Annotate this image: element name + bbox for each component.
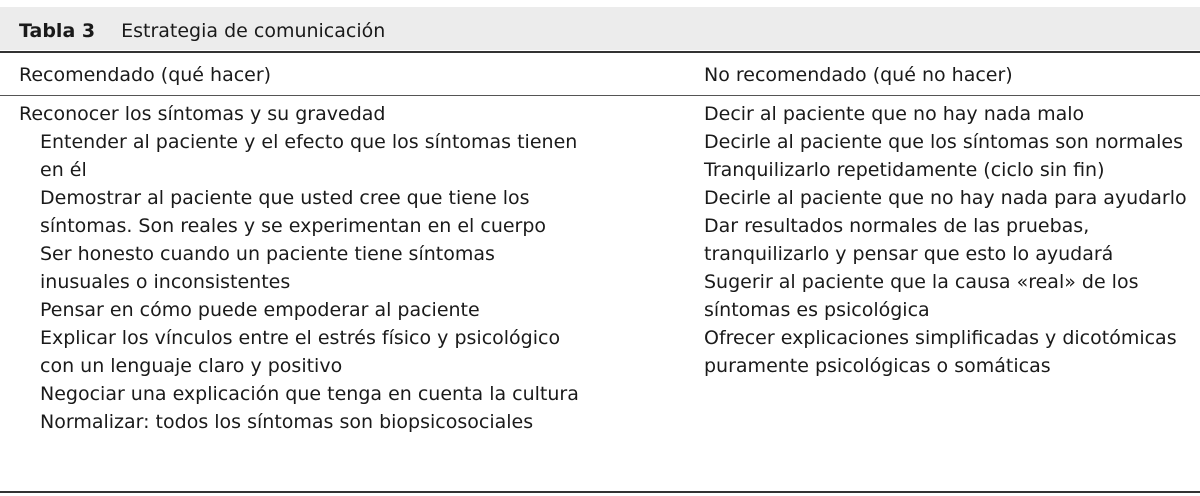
recommended-list <box>19 100 579 436</box>
recommended-item: Pensar en cómo puede empoderar al paciente <box>40 299 480 321</box>
not-recommended-item: Sugerir al paciente que la causa «real» de los síntomas es psicológica <box>704 271 1139 321</box>
recommended-item: Reconocer los síntomas y su gravedad <box>19 103 386 125</box>
not-recommended-list <box>704 100 1198 380</box>
table-label: Tabla 3 <box>19 20 96 42</box>
recommended-item: Normalizar: todos los síntomas son biopsicosociales <box>40 411 534 433</box>
table-title: Estrategia de comunicación <box>121 20 386 42</box>
table-bottom-rule <box>0 491 1200 493</box>
recommended-item: Ser honesto cuando un paciente tiene síntomas inusuales o inconsistentes <box>40 243 495 293</box>
not-recommended-item: Decir al paciente que no hay nada malo <box>704 103 1085 125</box>
recommended-item: Explicar los vínculos entre el estrés físico y psicológico con un lenguaje claro y positivo <box>40 327 561 377</box>
not-recommended-item: Ofrecer explicaciones simplificadas y dicotómicas puramente psicológicas o somáticas <box>704 327 1177 377</box>
recommended-item: Negociar una explicación que tenga en cuenta la cultura <box>40 383 579 405</box>
not-recommended-item: Tranquilizarlo repetidamente (ciclo sin fin) <box>704 159 1105 181</box>
table-caption <box>19 19 385 43</box>
header-divider-rule <box>0 95 1200 96</box>
column-header-recommended: Recomendado (qué hacer) <box>19 64 272 86</box>
recommended-item: Entender al paciente y el efecto que los síntomas tienen en él <box>40 131 578 181</box>
not-recommended-item: Decirle al paciente que los síntomas son normales <box>704 131 1183 153</box>
not-recommended-item: Decirle al paciente que no hay nada para ayudarlo <box>704 187 1187 209</box>
column-header-not-recommended: No recomendado (qué no hacer) <box>704 64 1013 86</box>
not-recommended-item: Dar resultados normales de las pruebas, tranquilizarlo y pensar que esto lo ayudará <box>704 215 1114 265</box>
table-top-rule <box>0 51 1200 53</box>
recommended-item: Demostrar al paciente que usted cree que tiene los síntomas. Son reales y se experimentan en el cuerpo <box>40 187 547 237</box>
